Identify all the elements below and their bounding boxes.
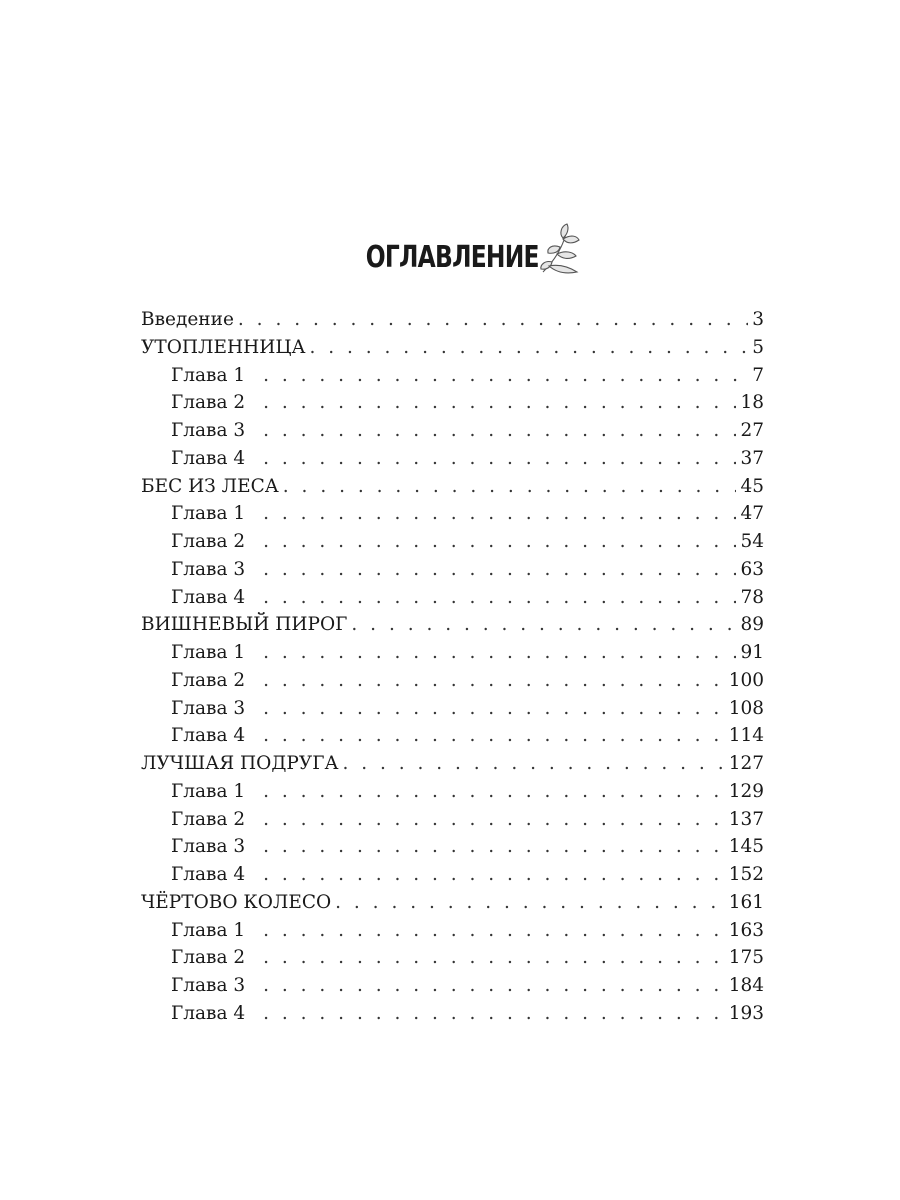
dot-leader [263,833,725,861]
toc-entry-title: Глава 3 [171,975,246,996]
toc-entry-title: Глава 3 [171,420,246,441]
toc-section-entry[interactable] [141,889,764,917]
toc-chapter-entry[interactable] [141,833,764,861]
toc-entry-title: Глава 4 [171,1002,246,1024]
toc-chapter-entry[interactable] [141,445,764,473]
toc-entry-page-number: 152 [728,864,764,885]
toc-entry-page-number: 127 [728,753,764,774]
toc-entry-page-number: 91 [740,642,764,663]
toc-entry-page-number: 100 [728,669,764,691]
leaf-branch-icon [537,220,583,276]
toc-chapter-entry[interactable] [141,944,764,972]
table-of-contents [141,306,764,1028]
toc-entry-page-number: 47 [740,503,764,525]
dot-leader [283,473,737,501]
toc-entry-page-number: 18 [740,392,764,414]
toc-entry-page-number: 3 [752,309,764,330]
dot-leader [263,944,725,972]
toc-chapter-entry[interactable] [141,861,764,889]
toc-heading-block [0,232,900,282]
toc-entry-title: Глава 1 [171,503,246,525]
toc-chapter-entry[interactable] [141,584,764,612]
toc-chapter-entry[interactable] [141,806,764,834]
toc-entry-page-number: 163 [728,919,764,941]
toc-entry-title: Глава 4 [171,864,246,885]
toc-chapter-entry[interactable] [141,389,764,417]
dot-leader [342,750,724,778]
toc-section-entry[interactable] [141,473,764,501]
toc-entry-title: ЧЁРТОВО КОЛЕСО [141,891,332,913]
toc-entry-title: Глава 3 [171,697,246,719]
toc-entry-title: Глава 2 [171,392,246,414]
toc-entry-title: Глава 1 [171,642,246,663]
dot-leader [335,889,725,917]
dot-leader [263,695,725,723]
toc-entry-page-number: 184 [728,975,764,996]
toc-entry-page-number: 108 [728,697,764,719]
toc-entry-title: Глава 3 [171,836,246,858]
toc-section-entry[interactable] [141,306,764,334]
toc-entry-title: Глава 4 [171,586,246,608]
toc-chapter-entry[interactable] [141,639,764,667]
dot-leader [263,778,725,806]
toc-chapter-entry[interactable] [141,556,764,584]
toc-entry-title: УТОПЛЕННИЦА [141,336,306,358]
dot-leader [263,861,725,889]
toc-entry-title: Глава 3 [171,558,246,580]
toc-entry-title: Глава 1 [171,780,246,802]
toc-entry-page-number: 5 [752,336,764,358]
toc-entry-title: ЛУЧШАЯ ПОДРУГА [141,753,339,774]
toc-entry-page-number: 54 [740,531,764,552]
toc-chapter-entry[interactable] [141,722,764,750]
toc-chapter-entry[interactable] [141,917,764,945]
toc-entry-page-number: 129 [728,780,764,802]
toc-entry-page-number: 27 [740,420,764,441]
toc-entry-title: Глава 1 [171,364,246,386]
dot-leader [263,972,725,1000]
dot-leader [263,667,725,695]
toc-chapter-entry[interactable] [141,362,764,390]
toc-entry-page-number: 89 [740,614,764,636]
toc-entry-page-number: 37 [740,447,764,469]
toc-entry-title: ВИШНЕВЫЙ ПИРОГ [141,614,348,636]
toc-entry-page-number: 63 [740,558,764,580]
toc-entry-page-number: 7 [752,364,764,386]
toc-entry-page-number: 161 [728,891,764,913]
dot-leader [263,389,736,417]
page-title: ОГЛАВЛЕНИЕ [365,239,539,275]
dot-leader [263,362,748,390]
toc-entry-page-number: 114 [728,725,764,747]
toc-entry-page-number: 137 [728,808,764,830]
toc-entry-title: Глава 4 [171,725,246,747]
dot-leader [263,722,725,750]
dot-leader [263,1000,725,1028]
toc-entry-page-number: 193 [728,1002,764,1024]
toc-chapter-entry[interactable] [141,667,764,695]
toc-chapter-entry[interactable] [141,695,764,723]
toc-entry-title: БЕС ИЗ ЛЕСА [141,475,279,497]
toc-chapter-entry[interactable] [141,528,764,556]
dot-leader [263,500,736,528]
dot-leader [263,917,725,945]
toc-entry-title: Глава 2 [171,669,246,691]
toc-section-entry[interactable] [141,611,764,639]
dot-leader [263,806,725,834]
dot-leader [263,556,736,584]
toc-chapter-entry[interactable] [141,500,764,528]
toc-chapter-entry[interactable] [141,778,764,806]
dot-leader [238,306,748,334]
toc-section-entry[interactable] [141,750,764,778]
toc-entry-page-number: 45 [740,475,764,497]
dot-leader [263,445,736,473]
toc-entry-title: Глава 2 [171,808,246,830]
toc-chapter-entry[interactable] [141,1000,764,1028]
toc-entry-page-number: 175 [728,947,764,969]
toc-chapter-entry[interactable] [141,972,764,1000]
dot-leader [351,611,736,639]
toc-entry-title: Глава 1 [171,919,246,941]
dot-leader [263,528,736,556]
toc-chapter-entry[interactable] [141,417,764,445]
dot-leader [263,417,736,445]
dot-leader [310,334,749,362]
toc-entry-page-number: 78 [740,586,764,608]
toc-entry-title: Глава 2 [171,947,246,969]
dot-leader [263,639,736,667]
toc-entry-page-number: 145 [728,836,764,858]
dot-leader [263,584,736,612]
toc-section-entry[interactable] [141,334,764,362]
toc-entry-title: Глава 2 [171,531,246,552]
toc-entry-title: Введение [141,309,234,330]
toc-entry-title: Глава 4 [171,447,246,469]
